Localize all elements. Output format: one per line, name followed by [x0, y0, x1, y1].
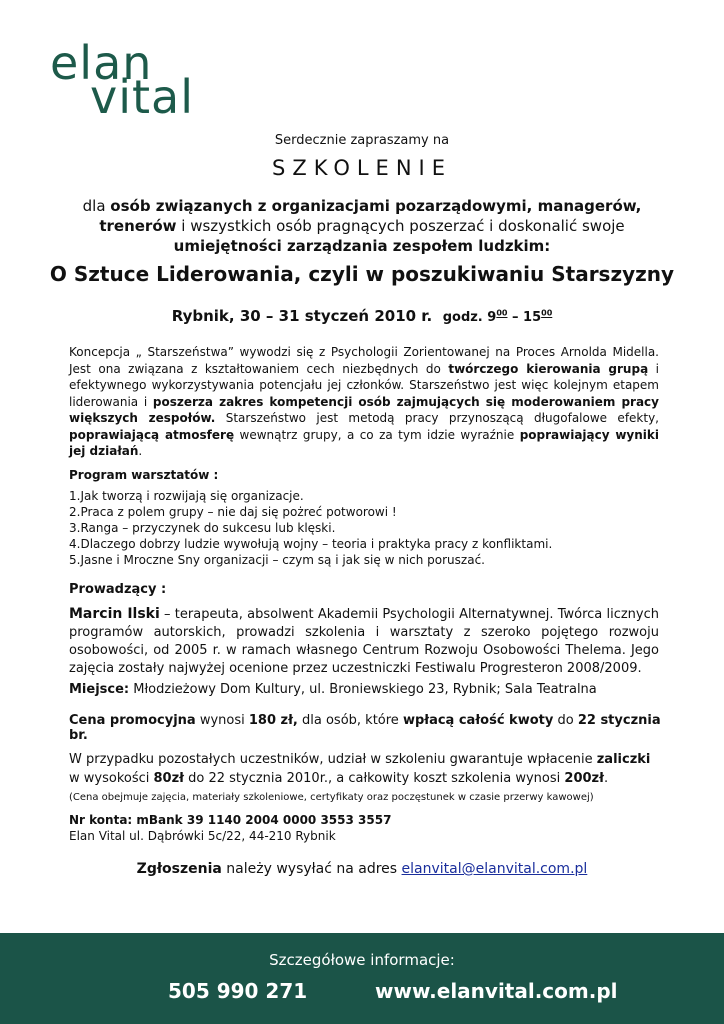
concept-t4: wewnątrz grupy, a co za tym idzie wyraźnie [234, 427, 520, 442]
concept-b3: poprawiającą atmosferę [69, 427, 235, 442]
end-hour: 15 [523, 310, 542, 325]
price-t2: dla osób, które [297, 713, 403, 728]
price-b1: Cena promocyjna [69, 713, 196, 728]
date-text: Rybnik, 30 – 31 styczeń 2010 r. [171, 307, 433, 325]
price-t3: do [553, 713, 578, 728]
invite-text: Serdecznie zapraszamy na [274, 133, 450, 148]
program-item: 5.Jasne i Mroczne Sny organizacji – czym są i jak się w nich poruszać. [69, 553, 485, 567]
leader-name: Marcin Ilski [69, 606, 160, 622]
program-list [69, 488, 659, 568]
leader-bio [69, 605, 659, 678]
hours-sep: – [507, 310, 524, 325]
date-line [0, 307, 724, 325]
start-hour: 9 [487, 310, 497, 325]
account-number: Nr konta: mBank 39 1140 2004 0000 3553 3557 [69, 813, 392, 827]
others-paragraph [69, 750, 659, 788]
start-minute: 00 [496, 308, 508, 318]
leaders-heading: Prowadzący : [69, 582, 167, 597]
concept-t5: . [138, 444, 143, 458]
place-label: Miejsce: [69, 682, 130, 697]
aud-b2: trenerów [99, 217, 177, 235]
end-minute: 00 [541, 308, 553, 318]
price-line [69, 713, 669, 743]
program-item: 1.Jak tworzą i rozwijają się organizacje. [69, 489, 304, 503]
aud-p2: i wszystkich osób pragnących poszerzać i doskonalić swoje [176, 217, 625, 235]
reg-t1: należy wysyłać na adres [221, 861, 402, 877]
footer-title: Szczegółowe informacje: [269, 951, 455, 969]
program-item: 3.Ranga – przyczynek do sukcesu lub klęski. [69, 521, 336, 535]
concept-t2: i efektywnego wykorzystywania potencjału jej członków. Starszeństwo jest więc kolejnym etapem liderowania i [69, 361, 659, 409]
others-t4: . [603, 771, 609, 786]
others-b1: zaliczki [596, 752, 651, 767]
training-title: O Sztuce Liderowania, czyli w poszukiwaniu Starszyzny [49, 262, 675, 286]
footer-banner [0, 933, 724, 1024]
leader-bio-text: – terapeuta, absolwent Akademii Psychologii Alternatywnej. Twórca licznych programów autorskich, prowadzi szkolenia i warsztaty z szeroko pojętego rozwoju osobowości, od 2005 r. w ramach własnego Centrum Rozwoju Osobowości Thelema. Jego zajęcia zostały najwyżej ocenione przez uczestniczki Festiwalu Progresteron 2008/2009. [69, 607, 660, 676]
concept-b4: poprawiający wyniki jej działań [69, 427, 660, 458]
aud-b3: umiejętności zarządzania zespołem ludzkim: [173, 237, 551, 255]
price-t1: wynosi [195, 713, 249, 728]
others-b3: 200zł [564, 771, 604, 786]
logo-line2: vital [90, 70, 195, 124]
concept-t3: Starszeństwo jest metodą pracy przynoszącą długofalowe efekty, [215, 411, 659, 425]
reg-b1: Zgłoszenia [136, 861, 222, 877]
others-t1: W przypadku pozostałych uczestników, udział w szkoleniu gwarantuje wpłacenie [69, 752, 597, 767]
concept-b1: twórczego kierowania grupą [448, 361, 649, 376]
price-b3: wpłacą całość kwoty [402, 713, 554, 728]
concept-b2: poszerza zakres kompetencji osób zajmujących się moderowaniem pracy większych zespołów. [69, 394, 659, 425]
place-text: Młodzieżowy Dom Kultury, ul. Broniewskiego 23, Rybnik; Sala Teatralna [129, 682, 597, 697]
audience [80, 196, 644, 256]
registration-line [0, 861, 724, 877]
account-address: Elan Vital ul. Dąbrówki 5c/22, 44-210 Rybnik [69, 829, 336, 843]
hours-label: godz. [442, 310, 483, 325]
price-b2: 180 zł, [248, 713, 298, 728]
program-item: 2.Praca z polem grupy – nie daj się pożreć potworowi ! [69, 505, 397, 519]
others-b2: 80zł [153, 771, 184, 786]
concept-t1: Koncepcja „ Starszeństwa” wywodzi się z Psychologii Zorientowanej na Proces Arnolda Midella. Jest ona związana z kształtowaniem cech niezbędnych do [69, 345, 659, 376]
program-heading: Program warsztatów : [69, 468, 219, 482]
others-t3: do 22 stycznia 2010r., a całkowity koszt szkolenia wynosi [183, 771, 565, 786]
account-info [69, 812, 659, 844]
price-note: (Cena obejmuje zajęcia, materiały szkoleniowe, certyfikaty oraz poczęstunek w czasie przerwy kawowej) [69, 792, 594, 803]
concept-paragraph [69, 344, 659, 460]
footer-phone: 505 990 271 [168, 979, 308, 1003]
aud-p1: dla [82, 197, 111, 215]
program-item: 4.Dlaczego dobrzy ludzie wywołują wojny – teoria i praktyka pracy z konfliktami. [69, 537, 553, 551]
logo-line1: elan [50, 36, 153, 90]
elan-vital-logo [50, 36, 240, 124]
others-t2: w wysokości [69, 771, 154, 786]
place-line [69, 682, 659, 697]
email-link[interactable]: elanvital@elanvital.com.pl [401, 861, 588, 877]
heading: SZKOLENIE [271, 156, 452, 180]
footer-website[interactable]: www.elanvital.com.pl [375, 979, 618, 1003]
aud-b1: osób związanych z organizacjami pozarządowymi, managerów, [110, 197, 642, 215]
price-b4: 22 stycznia br. [69, 713, 661, 743]
